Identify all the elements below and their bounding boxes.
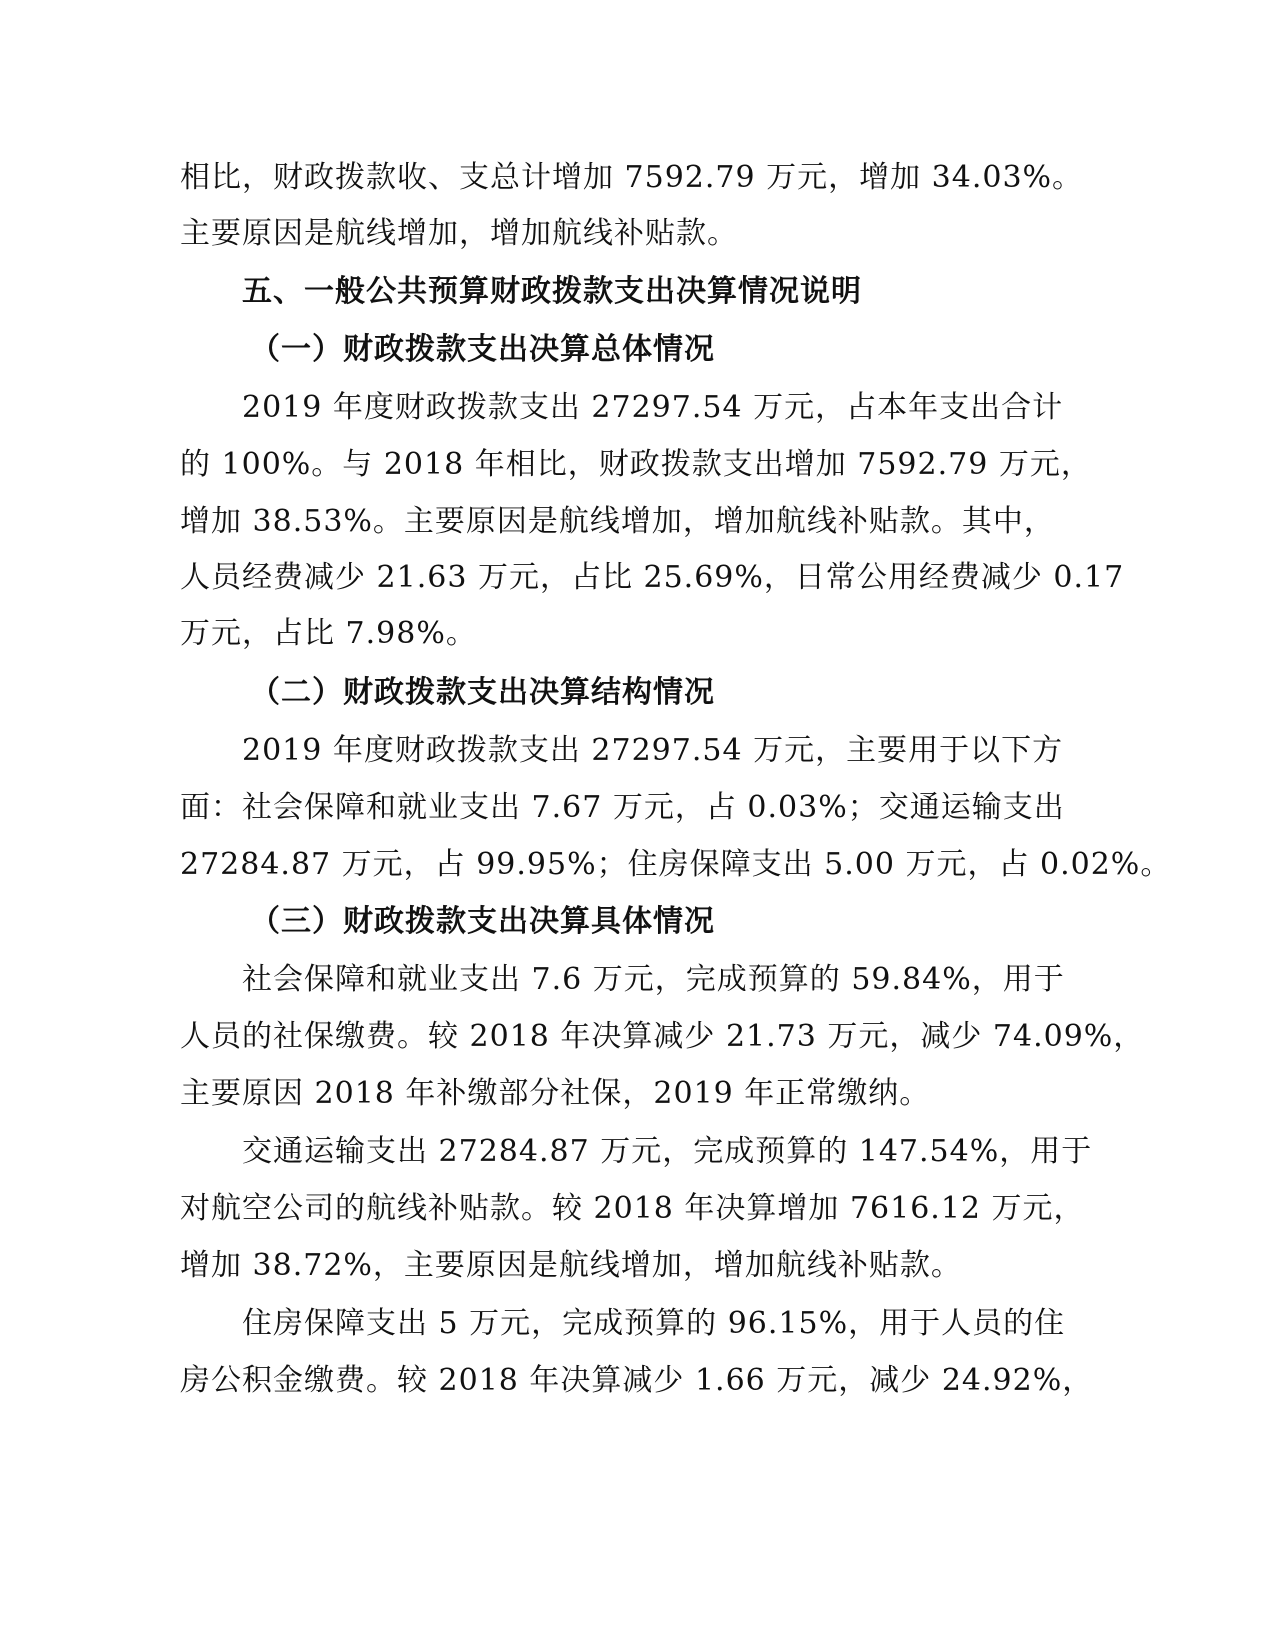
paragraph-line: 面：社会保障和就业支出 7.67 万元，占 0.03%；交通运输支出 xyxy=(180,790,1065,825)
paragraph-line: 相比，财政拨款收、支总计增加 7592.79 万元，增加 34.03%。 xyxy=(180,160,1084,195)
subsection-heading: （一）财政拨款支出决算总体情况 xyxy=(250,332,715,367)
paragraph-line: 增加 38.72%，主要原因是航线增加，增加航线补贴款。 xyxy=(180,1248,962,1283)
paragraph-line: 交通运输支出 27284.87 万元，完成预算的 147.54%，用于 xyxy=(242,1134,1093,1169)
section-heading: 五、一般公共预算财政拨款支出决算情况说明 xyxy=(242,274,862,309)
paragraph-line: 住房保障支出 5 万元，完成预算的 96.15%，用于人员的住 xyxy=(242,1306,1066,1341)
paragraph-line: 社会保障和就业支出 7.6 万元，完成预算的 59.84%，用于 xyxy=(242,962,1065,997)
paragraph-line: 对航空公司的航线补贴款。较 2018 年决算增加 7616.12 万元， xyxy=(180,1191,1085,1226)
paragraph-line: 增加 38.53%。主要原因是航线增加，增加航线补贴款。其中， xyxy=(180,504,1055,539)
paragraph-line: 27284.87 万元，占 99.95%；住房保障支出 5.00 万元，占 0.02%。 xyxy=(180,847,1172,882)
paragraph-line: 主要原因 2018 年补缴部分社保，2019 年正常缴纳。 xyxy=(180,1076,931,1111)
paragraph-line: 人员的社保缴费。较 2018 年决算减少 21.73 万元，减少 74.09%， xyxy=(180,1019,1145,1054)
paragraph-line: 的 100%。与 2018 年相比，财政拨款支出增加 7592.79 万元， xyxy=(180,447,1092,482)
paragraph-line: 主要原因是航线增加，增加航线补贴款。 xyxy=(180,216,738,251)
paragraph-line: 万元，占比 7.98%。 xyxy=(180,616,477,651)
paragraph-line: 2019 年度财政拨款支出 27297.54 万元，占本年支出合计 xyxy=(242,390,1064,425)
paragraph-line: 人员经费减少 21.63 万元，占比 25.69%，日常公用经费减少 0.17 xyxy=(180,560,1125,595)
paragraph-line: 房公积金缴费。较 2018 年决算减少 1.66 万元，减少 24.92%， xyxy=(180,1363,1094,1398)
subsection-heading: （二）财政拨款支出决算结构情况 xyxy=(250,675,715,710)
paragraph-line: 2019 年度财政拨款支出 27297.54 万元，主要用于以下方 xyxy=(242,733,1064,768)
subsection-heading: （三）财政拨款支出决算具体情况 xyxy=(250,904,715,939)
